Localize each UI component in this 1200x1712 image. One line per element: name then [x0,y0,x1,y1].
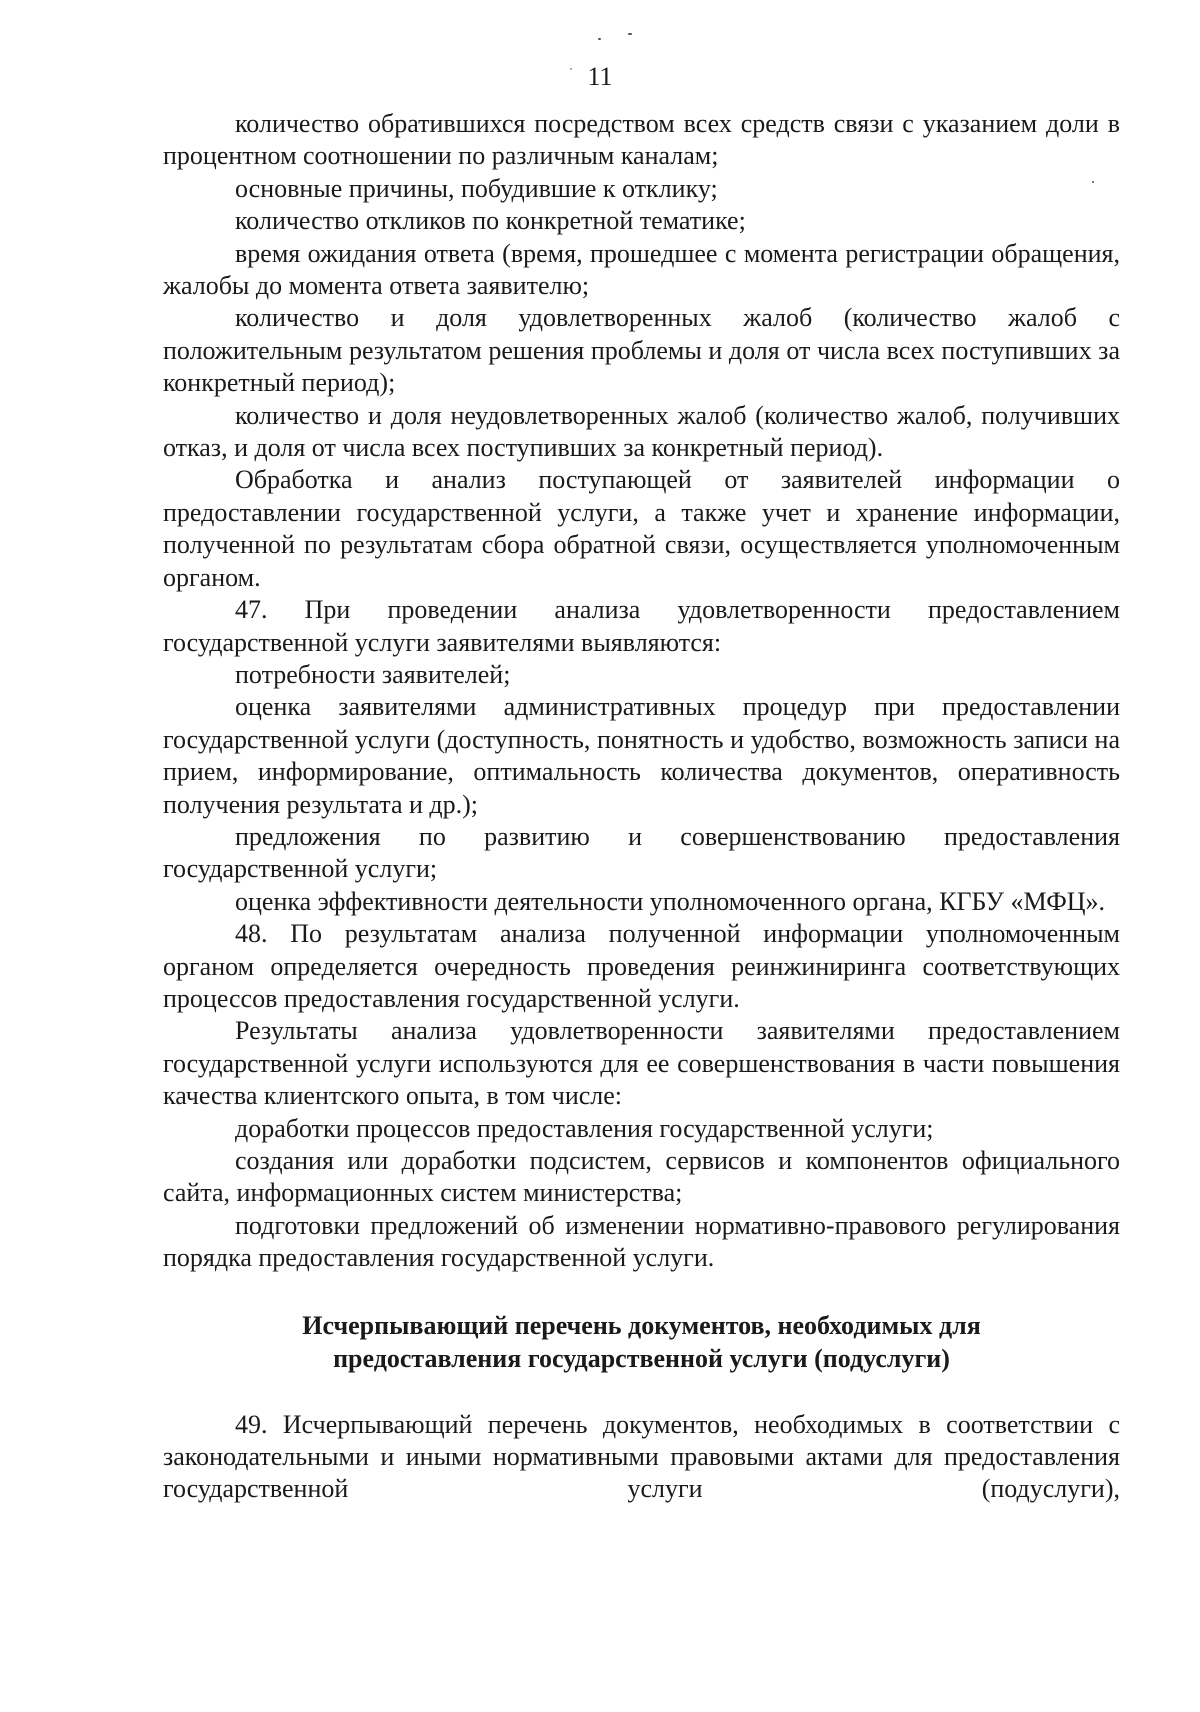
paragraph: оценка заявителями административных процедур при предоставлении государственной услуги (доступность, понятность и удобство, возможность записи на прием, информирование, оптимальность количества документов, оперативность получения результата и др.); [163,692,1120,819]
paragraph: количество откликов по конкретной тематике; [235,206,746,236]
scan-speck [628,33,632,35]
paragraph: создания или доработки подсистем, сервисов и компонентов официального сайта, информационных систем министерства; [163,1146,1120,1208]
paragraph: подготовки предложений об изменении нормативно-правового регулирования порядка предоставления государственной услуги. [163,1210,1120,1273]
paragraph: потребности заявителей; [235,659,511,689]
paragraph: оценка эффективности деятельности уполномоченного органа, КГБУ «МФЦ». [235,886,1106,916]
paragraph: количество и доля удовлетворенных жалоб (количество жалоб с положительным результатом решения проблемы и доля от числа всех поступивших за конкретный период); [163,303,1120,398]
paragraph: время ожидания ответа (время, прошедшее с момента регистрации обращения, жалобы до момента ответа заявителю; [163,238,1120,301]
paragraph: количество и доля неудовлетворенных жалоб (количество жалоб, получивших отказ, и доля от числа всех поступивших за конкретный период). [163,400,1120,463]
paragraph: предложения по развитию и совершенствованию предоставления государственной услуги; [163,821,1120,884]
paragraph: 49. Исчерпывающий перечень документов, необходимых в соответствии с законодательными и иными нормативными правовыми актами для предоставления государственной услуги (подуслуги), [163,1409,1120,1504]
paragraph: 47. При проведении анализа удовлетворенности предоставлением государственной услуги заявителями выявляются: [163,595,1120,657]
scan-speck [598,38,601,40]
document-body [163,108,1120,1506]
section-heading-line: предоставления государственной услуги (подуслуги) [333,1343,950,1373]
paragraph: доработки процессов предоставления государственной услуги; [235,1113,934,1143]
paragraph: 48. По результатам анализа полученной информации уполномоченным органом определяется очередность проведения реинжиниринга соответствующих процессов предоставления государственной услуги. [163,919,1120,1013]
paragraph: Результаты анализа удовлетворенности заявителями предоставлением государственной услуги используются для ее совершенствования в части повышения качества клиентского опыта, в том числе: [163,1016,1120,1111]
paragraph: Обработка и анализ поступающей от заявителей информации о предоставлении государственной услуги, а также учет и хранение информации, полученной по результатам сбора обратной связи, осуществляется уполномоченным органом. [163,465,1120,592]
paragraph: основные причины, побудившие к отклику; [235,173,718,203]
page-number: 11 [587,62,613,91]
section-heading [163,1309,1120,1375]
section-heading-line: Исчерпывающий перечень документов, необходимых для [302,1310,981,1340]
paragraph: количество обратившихся посредством всех средств связи с указанием доли в процентном соотношении по различным каналам; [163,109,1120,171]
